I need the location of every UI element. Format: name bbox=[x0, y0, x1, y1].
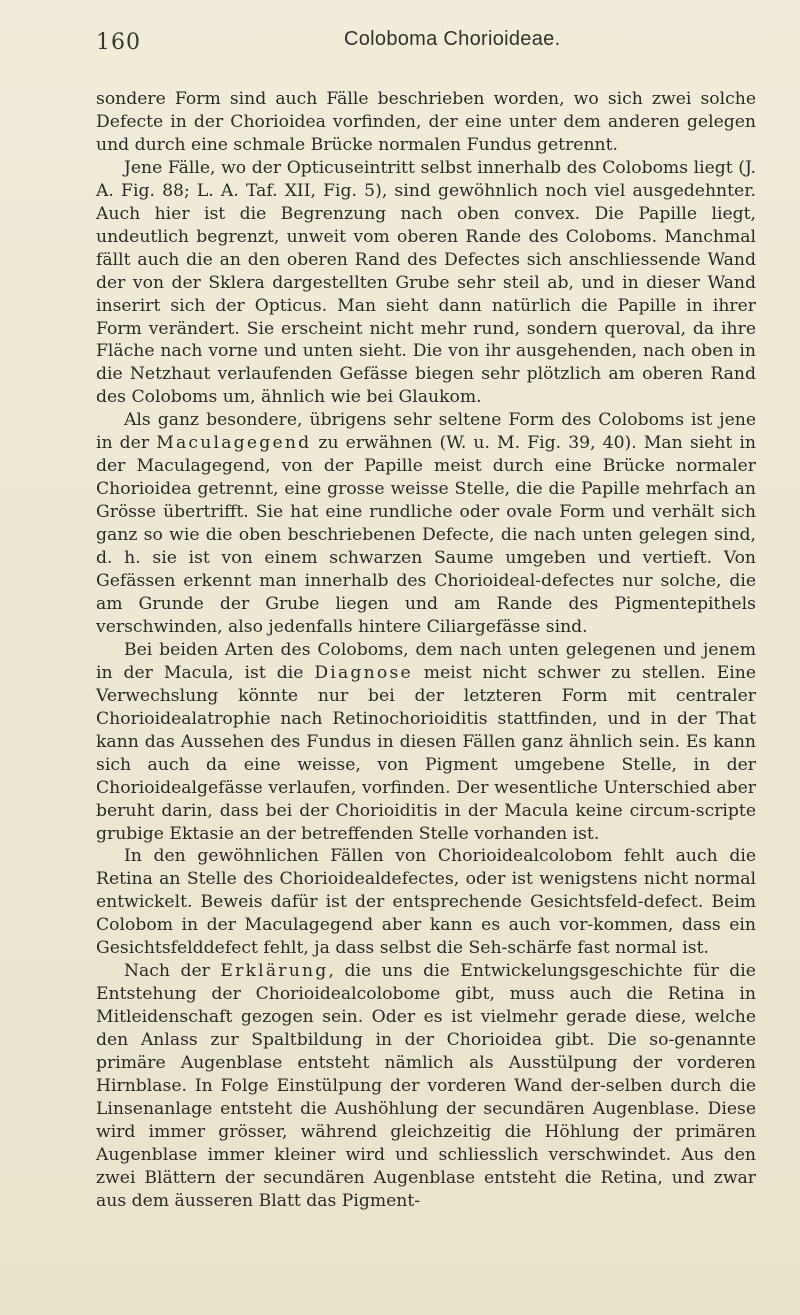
emphasized-term: Erklärung bbox=[220, 961, 329, 982]
text-segment: Nach der bbox=[124, 961, 221, 982]
emphasized-term: Maculagegend bbox=[156, 433, 312, 454]
text-segment: Als ganz besondere, übrigens sehr seltene Form des Coloboms ist jene in der bbox=[96, 410, 756, 454]
text-segment: Bei beiden Arten des Coloboms, dem nach unten gelegenen und jenem in der Macula, ist die bbox=[96, 639, 756, 683]
text-segment: In den gewöhnlichen Fällen von Chorioidealcolobom fehlt auch die Retina an Stelle des Chorioidealdefectes, oder ist wenigstens nicht normal entwickelt. Beweis dafür ist der entsprechende Gesichtsfeld-defect. Beim Colobom in der Maculagegend aber kann es auch vor-kommen, dass ein Gesichtsfelddefect fehlt, ja dass selbst die Seh-schärfe fast normal ist. bbox=[96, 846, 756, 959]
text-segment: meist nicht schwer zu stellen. Eine Verwechslung könnte nur bei der letzteren Form mit centraler Chorioidealatrophie nach Retinochorioiditis stattfinden, und in der That kann das Aussehen des Fundus in diesen Fällen ganz ähnlich sein. Es kann sich auch da eine weisse, von Pigment umgebene Stelle, in der Chorioidealgefässe verlaufen, vorfinden. Der wesentliche Unterschied aber beruht darin, dass bei der Chorioiditis in der Macula keine circum-scripte grubige Ektasie an der betreffenden Stelle vorhanden ist. bbox=[96, 662, 756, 844]
text-segment: zu erwähnen (W. u. M. Fig. 39, 40). Man sieht in der Maculagegend, von der Papille meist durch eine Brücke normaler Chorioidea getrennt, eine grosse weisse Stelle, die die Papille mehrfach an Grösse übertrifft. Sie hat eine rundliche oder ovale Form und verhält sich ganz so wie die oben beschriebenen Defecte, die nach unten gelegen sind, d. h. sie ist von einem schwarzen Saume umgeben und vertieft. Von Gefässen erkennt man innerhalb des Chorioideal-defectes nur solche, die am Grunde der Grube liegen und am Rande des Pigmentepithels verschwinden, also jedenfalls hintere Ciliargefässe sind. bbox=[96, 433, 756, 637]
page-header bbox=[96, 22, 760, 56]
paragraph-continuation bbox=[96, 88, 756, 157]
text-segment: sondere Form sind auch Fälle beschrieben worden, wo sich zwei solche Defecte in der Chorioidea vorfinden, der eine unter dem anderen gelegen und durch eine schmale Brücke normalen Fundus getrennt. bbox=[96, 89, 756, 155]
emphasized-term: Diagnose bbox=[314, 662, 413, 683]
paragraph-diagnose bbox=[96, 639, 756, 846]
text-segment: , die uns die Entwickelungsgeschichte für die Entstehung der Chorioidealcolobome gibt, muss auch die Retina in Mitleidenschaft gezogen sein. Oder es ist vielmehr gerade diese, welche den Anlass zur Spaltbildung in der Chorioidea gibt. Die so-genannte primäre Augenblase entsteht nämlich als Ausstülpung der vorderen Hirnblase. In Folge Einstülpung der vorderen Wand der-selben durch die Linsenanlage entsteht die Aushöhlung der secundären Augenblase. Diese wird immer grösser, während gleichzeitig die Höhlung der primären Augenblase immer kleiner wird und schliesslich verschwindet. Aus den zwei Blättern der secundären Augenblase entsteht die Retina, und zwar aus dem äusseren Blatt das Pigment- bbox=[96, 961, 756, 1211]
paragraph-opticus-colobom bbox=[96, 157, 756, 409]
paragraph-erklaerung bbox=[96, 960, 756, 1212]
page-number: 160 bbox=[96, 30, 141, 55]
text-segment: Jene Fälle, wo der Opticuseintritt selbst innerhalb des Coloboms liegt (J. A. Fig. 88; L. A. Taf. XII, Fig. 5), sind gewöhnlich noch viel ausgedehnter. Auch hier ist die Begrenzung nach oben convex. Die Papille liegt, undeutlich begrenzt, unweit vom oberen Rande des Coloboms. Manchmal fällt auch die an den oberen Rand des Defectes sich anschliessende Wand der von der Sklera dargestellten Grube sehr steil ab, und in dieser Wand inserirt sich der Opticus. Man sieht dann natürlich die Papille in ihrer Form verändert. Sie erscheint nicht mehr rund, sondern queroval, da ihre Fläche nach vorne und unten sieht. Die von ihr ausgehenden, nach oben in die Netzhaut verlaufenden Gefässe biegen sehr plötzlich am oberen Rand des Coloboms um, ähnlich wie bei Glaukom. bbox=[96, 157, 756, 408]
paragraph-retina bbox=[96, 845, 756, 960]
running-head: Coloboma Chorioideae. bbox=[344, 28, 561, 50]
paragraph-macula-colobom bbox=[96, 409, 756, 639]
body-text bbox=[96, 88, 756, 1213]
